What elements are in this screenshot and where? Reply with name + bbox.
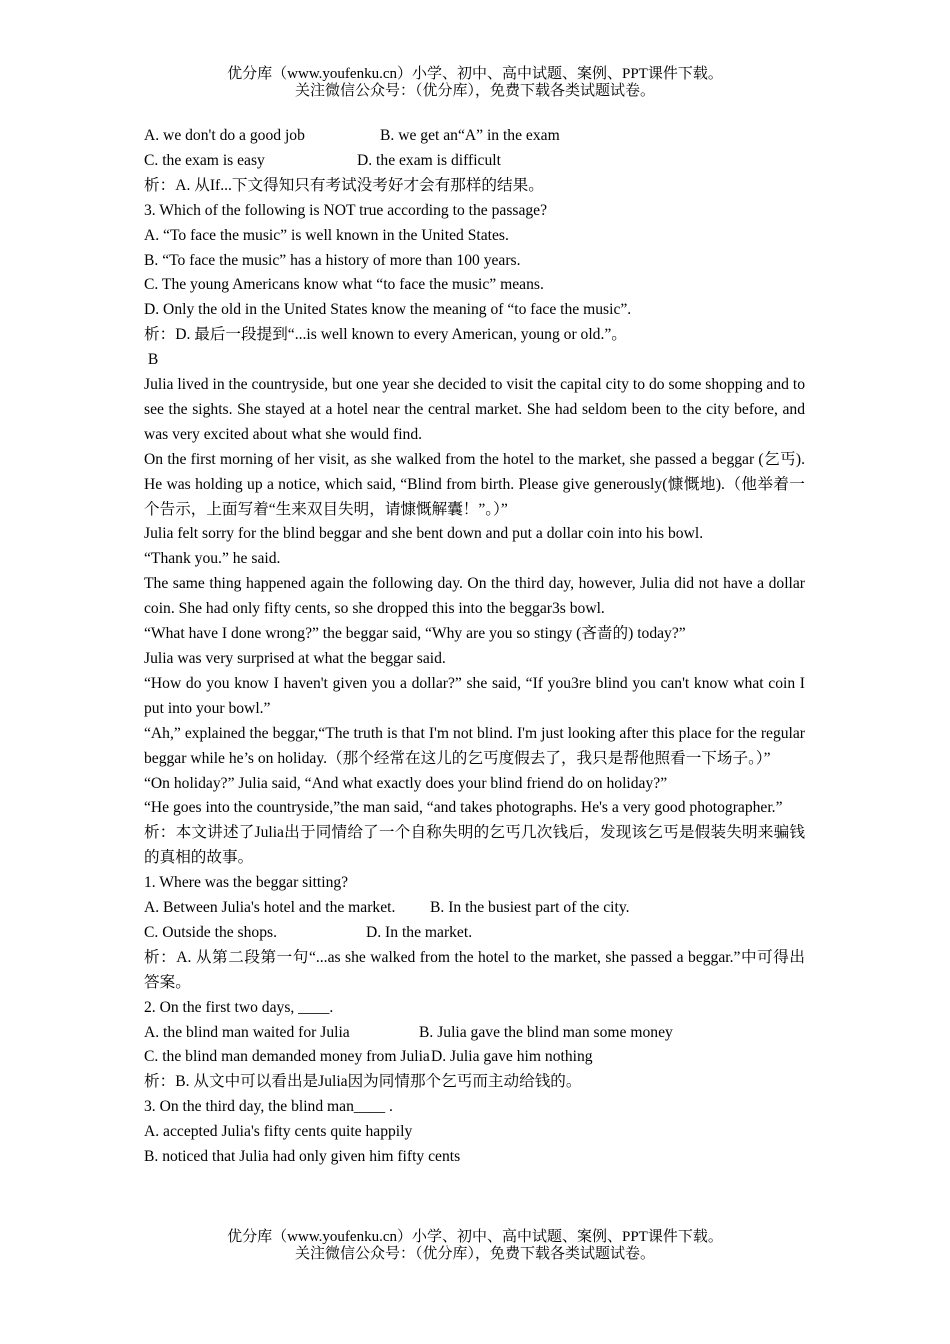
passage-paragraph: “Ah,” explained the beggar,“The truth is that I'm not blind. I'm just looking after this place for the regular beggar while he’s on holiday.（那个经常在这儿的乞丐度假去了，我只是帮他照看一下场子。）” <box>144 724 805 767</box>
options-row <box>144 124 805 149</box>
question-stem: 2. On the first two days, ____. <box>144 998 334 1016</box>
option-b: B. we get an“A” in the exam <box>380 127 560 144</box>
analysis-text: 析：A. 从If...下文得知只有考试没考好才会有那样的结果。 <box>144 176 544 194</box>
option-a: A. Between Julia's hotel and the market. <box>144 899 396 917</box>
footer-line-1: 优分库（www.youfenku.cn）小学、初中、高中试题、案例、PPT课件下载。 <box>227 1229 723 1245</box>
page-header <box>0 66 950 100</box>
page-footer <box>0 1229 950 1263</box>
passage-paragraph: Julia felt sorry for the blind beggar and she bent down and put a dollar coin into his bowl. <box>144 525 704 543</box>
footer-line-2: 关注微信公众号：（优分库），免费下载各类试题试卷。 <box>294 1246 655 1262</box>
passage-paragraph: Julia lived in the countryside, but one year she decided to visit the capital city to do some shopping and to see the sights. She stayed at a hotel near the central market. She had seldom been to the city before, and was very excited about what she would find. <box>144 376 805 443</box>
question-stem: 3. On the third day, the blind man____ . <box>144 1098 393 1116</box>
option-d: D. the exam is difficult <box>357 151 501 169</box>
summary-analysis: 析：本文讲述了Julia出于同情给了一个自称失明的乞丐几次钱后，发现该乞丐是假装失明来骗钱的真相的故事。 <box>144 824 805 867</box>
option-b: B. Julia gave the blind man some money <box>419 1023 673 1041</box>
option-c: C. the exam is easy <box>144 151 265 169</box>
option-a: A. “To face the music” is well known in the United States. <box>144 226 509 244</box>
header-line-1: 优分库（www.youfenku.cn）小学、初中、高中试题、案例、PPT课件下载。 <box>227 66 723 82</box>
options-row <box>144 896 805 921</box>
passage-paragraph: Julia was very surprised at what the beggar said. <box>144 650 446 667</box>
option-a: A. accepted Julia's fifty cents quite happily <box>144 1123 413 1141</box>
passage-paragraph: The same thing happened again the following day. On the third day, however, Julia did not have a dollar coin. She had only fifty cents, so she dropped this into the beggar3s bowl. <box>144 575 805 618</box>
option-b: B. noticed that Julia had only given him fifty cents <box>144 1148 461 1166</box>
question-stem: 3. Which of the following is NOT true according to the passage? <box>144 201 548 219</box>
analysis-text: 析：B. 从文中可以看出是Julia因为同情那个乞丐而主动给钱的。 <box>144 1073 582 1091</box>
analysis-text: 析：A. 从第二段第一句“...as she walked from the hotel to the market, she passed a beggar.”中可得出答案。 <box>144 948 805 991</box>
document-body <box>144 124 805 1170</box>
option-d: D. Only the old in the United States know the meaning of “to face the music”. <box>144 301 632 319</box>
option-a: A. the blind man waited for Julia <box>144 1023 350 1041</box>
question-stem: 1. Where was the beggar sitting? <box>144 874 349 892</box>
passage-paragraph: “On holiday?” Julia said, “And what exactly does your blind friend do on holiday?” <box>144 774 668 792</box>
passage-paragraph: “What have I done wrong?” the beggar said, “Why are you so stingy (吝啬的) today?” <box>144 625 686 643</box>
analysis-text: 析：D. 最后一段提到“...is well known to every American, young or old.”。 <box>144 326 627 344</box>
option-c: C. The young Americans know what “to face the music” means. <box>144 276 544 294</box>
options-row <box>144 1021 805 1046</box>
options-row <box>144 1045 805 1070</box>
passage-paragraph: “He goes into the countryside,”the man said, “and takes photographs. He's a very good photographer.” <box>144 799 783 817</box>
passage-paragraph: “How do you know I haven't given you a dollar?” she said, “If you3re blind you can't know what coin I put into your bowl.” <box>144 674 805 717</box>
section-label: B <box>144 351 159 369</box>
header-line-2: 关注微信公众号：（优分库），免费下载各类试题试卷。 <box>294 83 655 99</box>
passage-paragraph: “Thank you.” he said. <box>144 550 281 568</box>
option-a: A. we don't do a good job <box>144 127 305 144</box>
passage-paragraph: On the first morning of her visit, as she walked from the hotel to the market, she passed a beggar (乞丐). He was holding up a notice, which said, “Blind from birth. Please give generously(慷慨地).（他举着一个告示，上面写着“生来双目失明，请慷慨解囊！”。）” <box>144 450 805 518</box>
options-row <box>144 921 805 946</box>
option-d: D. In the market. <box>366 923 473 941</box>
option-b: B. “To face the music” has a history of more than 100 years. <box>144 251 521 269</box>
option-b: B. In the busiest part of the city. <box>430 899 630 917</box>
options-row <box>144 149 805 174</box>
option-c: C. Outside the shops. <box>144 923 277 941</box>
option-c: C. the blind man demanded money from Julia <box>144 1048 430 1066</box>
option-d: D. Julia gave him nothing <box>431 1048 593 1066</box>
